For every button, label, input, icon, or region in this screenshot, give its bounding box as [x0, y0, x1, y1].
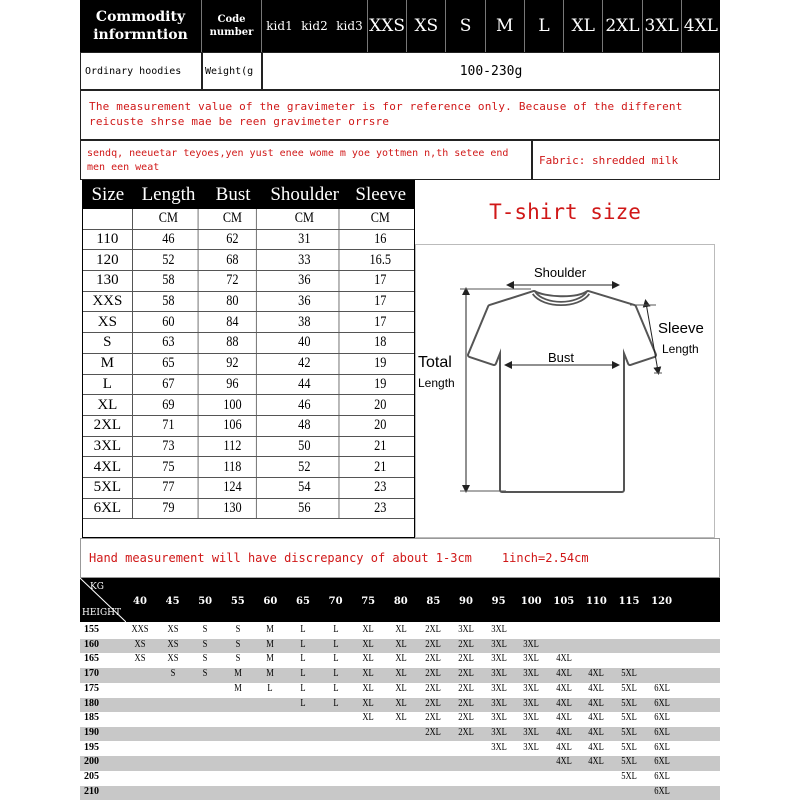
- size-cell: 5XL: [621, 668, 637, 680]
- size-cell: 2XL: [425, 697, 442, 709]
- table-cell: 46: [139, 230, 198, 250]
- size-cell: 2XL: [425, 653, 442, 665]
- size-cell: 2XL: [458, 682, 474, 694]
- size-cell: 4XL: [556, 712, 572, 724]
- table-cell: 130: [83, 271, 133, 291]
- size-cell: L: [300, 638, 306, 650]
- table-cell: 52: [139, 250, 198, 270]
- size-cell: XL: [395, 653, 407, 665]
- size-cell: 3XL: [458, 624, 474, 635]
- header-sleeve: Sleeve: [355, 184, 407, 205]
- units-row: [83, 209, 414, 230]
- table-row: [83, 333, 414, 354]
- size-cell: XXS: [131, 624, 149, 635]
- total-label: Total: [418, 354, 452, 371]
- size-cell: 4XL: [588, 726, 605, 738]
- table-cell: 56: [270, 499, 340, 519]
- size-cell: 2XL: [425, 712, 442, 724]
- shoulder-label: Shoulder: [534, 265, 587, 280]
- table-row: [83, 395, 414, 416]
- height-cell: 160: [84, 638, 99, 650]
- size-cell: XS: [167, 653, 179, 665]
- table-row: [80, 668, 720, 683]
- size-label: 4XL: [683, 16, 718, 36]
- size-cell: L: [300, 624, 306, 635]
- table-cell: 72: [209, 271, 256, 291]
- table-row: [80, 712, 720, 727]
- height-cell: 170: [84, 668, 99, 680]
- size-cell: M: [234, 682, 242, 694]
- table-cell: 19: [374, 355, 387, 372]
- table-cell: 21: [374, 437, 387, 454]
- size-cell: XL: [362, 668, 374, 680]
- weight-col-label: 115: [618, 596, 640, 607]
- table-cell: 120: [83, 250, 133, 270]
- table-cell: 58: [139, 271, 198, 291]
- size-cell: L: [332, 653, 339, 665]
- size-cell: 2XL: [458, 668, 474, 680]
- table-cell: 112: [209, 437, 256, 457]
- table-row: [80, 698, 720, 713]
- size-cell: 3XL: [490, 638, 507, 650]
- table-cell: 52: [270, 457, 340, 477]
- table-cell: XL: [83, 395, 133, 415]
- table-row: [83, 457, 414, 478]
- size-cell: 3XL: [490, 624, 507, 635]
- size-cell: XL: [395, 624, 407, 635]
- header-shoulder: Shoulder: [270, 184, 339, 205]
- size-cell: 4XL: [556, 682, 572, 694]
- size-cell: 5XL: [621, 771, 637, 782]
- size-cell: 2XL: [458, 697, 474, 709]
- size-cell: 6XL: [653, 756, 670, 768]
- size-cell: XL: [395, 638, 407, 650]
- height-label: HEIGHT: [82, 608, 122, 618]
- table-cell: 67: [139, 375, 198, 395]
- table-row: [80, 742, 720, 757]
- height-cell: 165: [84, 653, 99, 665]
- size-cell: 3XL: [490, 712, 507, 724]
- height-cell: 200: [84, 756, 99, 768]
- table-cell: 4XL: [83, 457, 133, 477]
- misc-note: sendq, neeuetar teyoes,yen yust enee wome m yoe yottmen n,th setee end men een weat: [80, 140, 532, 180]
- size-cell: 3XL: [490, 726, 507, 738]
- size-cell: XL: [395, 682, 407, 694]
- kid-size-label: kid1: [266, 19, 293, 33]
- size-cell: L: [332, 624, 339, 635]
- table-cell: 106: [209, 416, 256, 436]
- table-cell: 73: [139, 437, 198, 457]
- size-cell: 2XL: [425, 638, 442, 650]
- kg-label: KG: [90, 582, 104, 592]
- table-cell: 20: [374, 396, 387, 413]
- size-chart-header: [83, 181, 414, 209]
- table-cell: 96: [209, 375, 256, 395]
- size-cell: 3XL: [523, 697, 539, 709]
- table-cell: 17: [374, 272, 387, 289]
- size-cell: L: [300, 697, 306, 709]
- table-row: [80, 683, 720, 698]
- height-cell: 205: [84, 771, 99, 782]
- size-cell: 4XL: [588, 697, 605, 709]
- size-cell: 2XL: [458, 712, 474, 724]
- table-cell: 60: [139, 312, 198, 332]
- size-cell: 4XL: [556, 668, 572, 680]
- weight-col-label: 105: [553, 596, 575, 607]
- size-cell: 2XL: [458, 726, 474, 738]
- size-cell: 5XL: [621, 756, 637, 768]
- weight-col-label: 110: [585, 596, 607, 607]
- sleeve-length-label: Length: [662, 342, 699, 356]
- size-cell: 5XL: [621, 682, 637, 694]
- unit-cell: CM: [371, 210, 391, 227]
- table-cell: 50: [270, 437, 340, 457]
- weight-col-label: 90: [459, 596, 473, 607]
- size-cell: M: [266, 624, 275, 635]
- size-cell: 5XL: [621, 726, 637, 738]
- size-cell: 3XL: [523, 682, 539, 694]
- size-cell: XL: [362, 624, 374, 635]
- size-cell: L: [332, 638, 339, 650]
- table-cell: S: [83, 333, 133, 353]
- table-cell: 44: [270, 375, 340, 395]
- height-cell: 210: [84, 785, 99, 797]
- size-cell: L: [332, 697, 339, 709]
- size-label: S: [446, 0, 485, 52]
- size-cell: 4XL: [556, 741, 572, 753]
- table-cell: 6XL: [83, 499, 133, 519]
- tshirt-size-title: T-shirt size: [489, 200, 641, 224]
- height-cell: 155: [84, 624, 99, 635]
- unit-cell: CM: [209, 209, 256, 229]
- table-cell: 110: [83, 230, 133, 250]
- table-row: [83, 416, 414, 437]
- size-cell: 5XL: [621, 741, 637, 753]
- table-cell: L: [83, 375, 133, 395]
- table-cell: 65: [139, 354, 198, 374]
- height-cell: 190: [84, 726, 99, 738]
- table-row: [83, 437, 414, 458]
- table-cell: 17: [374, 293, 387, 310]
- height-cell: 195: [84, 741, 99, 753]
- weight-col-label: 75: [361, 596, 376, 607]
- weight-col-label: 45: [165, 596, 180, 607]
- size-cell: L: [332, 682, 339, 694]
- weight-col-label: 40: [133, 596, 147, 607]
- table-cell: 18: [374, 334, 387, 351]
- size-cell: 6XL: [653, 682, 670, 694]
- gravimeter-note: The measurement value of the gravimeter is for reference only. Because of the different reicuste shrse mae be reen gravimeter orrsre: [80, 90, 720, 140]
- size-cell: 4XL: [556, 697, 572, 709]
- size-cell: S: [202, 653, 208, 665]
- size-cell: 2XL: [425, 668, 442, 680]
- size-chart-table: [82, 180, 415, 538]
- weight-header: [80, 578, 720, 622]
- unit-cell: [83, 209, 133, 229]
- header-size: Size: [91, 184, 125, 205]
- weight-col-label: 65: [296, 596, 310, 607]
- table-row: [80, 756, 720, 771]
- weight-value: 100-230g: [262, 52, 720, 90]
- table-cell: 77: [139, 478, 198, 498]
- size-cell: XS: [167, 638, 179, 650]
- size-cell: XL: [362, 697, 374, 709]
- size-label: M: [486, 0, 525, 52]
- size-label: XXS: [368, 0, 407, 52]
- table-row: [83, 230, 414, 251]
- size-cell: 4XL: [588, 682, 605, 694]
- weight-label: Weight(g: [202, 52, 262, 90]
- table-row: [80, 786, 720, 800]
- size-cell: 4XL: [556, 653, 572, 665]
- size-cell: S: [202, 624, 208, 635]
- size-cell: M: [266, 668, 275, 680]
- size-cell: L: [300, 682, 306, 694]
- table-row: [83, 250, 414, 271]
- size-cell: 4XL: [588, 712, 605, 724]
- size-cell: S: [202, 668, 208, 680]
- size-cell: XL: [362, 653, 374, 665]
- size-label: 2XL: [603, 0, 642, 52]
- table-cell: 16.5: [369, 251, 392, 268]
- size-cell: 3XL: [523, 668, 539, 680]
- unit-cell: CM: [270, 209, 340, 229]
- size-cell: 4XL: [588, 741, 605, 753]
- size-cell: 3XL: [490, 741, 507, 753]
- total-length-label: Length: [418, 376, 455, 390]
- table-row: [80, 727, 720, 742]
- size-cell: 6XL: [653, 785, 670, 797]
- table-row: [80, 653, 720, 668]
- table-cell: 92: [209, 354, 256, 374]
- size-cell: 2XL: [425, 726, 442, 738]
- sleeve-label: Sleeve: [658, 320, 704, 337]
- table-row: [83, 312, 414, 333]
- table-cell: 17: [374, 313, 387, 330]
- weight-col-label: 60: [263, 596, 278, 607]
- size-cell: S: [170, 668, 175, 680]
- weight-col-label: 55: [230, 596, 245, 607]
- tshirt-measure-diagram: [416, 245, 716, 539]
- table-cell: 46: [270, 395, 340, 415]
- table-cell: XXS: [83, 292, 133, 312]
- weight-col-label: 80: [393, 596, 408, 607]
- table-row: [80, 771, 720, 786]
- table-cell: 80: [209, 292, 256, 312]
- size-cell: 5XL: [621, 712, 637, 724]
- table-cell: M: [83, 354, 133, 374]
- table-cell: 40: [270, 333, 340, 353]
- header-length: Length: [141, 184, 196, 205]
- size-cell: L: [267, 682, 273, 694]
- size-cell: 4XL: [588, 756, 605, 768]
- kid-size-label: kid3: [336, 19, 363, 33]
- table-row: [83, 478, 414, 499]
- size-cell: 6XL: [653, 726, 670, 738]
- size-cell: 3XL: [523, 653, 539, 665]
- size-label: XL: [564, 0, 603, 52]
- size-cell: S: [235, 653, 241, 665]
- discrepancy-text: Hand measurement will have discrepancy of about 1-3cm: [89, 551, 472, 565]
- size-label: XS: [407, 0, 446, 52]
- size-cell: 3XL: [490, 697, 507, 709]
- table-cell: 62: [209, 230, 256, 250]
- table-cell: 69: [139, 395, 198, 415]
- table-cell: 75: [139, 457, 198, 477]
- weight-col-label: 85: [426, 596, 441, 607]
- table-cell: 3XL: [83, 437, 133, 457]
- table-cell: 31: [270, 230, 340, 250]
- height-cell: 185: [84, 712, 99, 724]
- size-cell: XL: [395, 712, 407, 724]
- size-cell: 5XL: [621, 697, 637, 709]
- size-cell: 2XL: [458, 653, 474, 665]
- size-cell: XL: [395, 668, 407, 680]
- size-cell: 6XL: [653, 741, 670, 753]
- table-cell: 130: [209, 499, 256, 519]
- inch-conversion: 1inch=2.54cm: [501, 551, 589, 565]
- table-row: [80, 624, 720, 639]
- height-cell: 180: [84, 697, 99, 709]
- size-cell: 4XL: [556, 726, 572, 738]
- table-row: [83, 271, 414, 292]
- table-cell: 38: [270, 312, 340, 332]
- size-cell: 3XL: [490, 682, 507, 694]
- size-cell: XL: [362, 682, 374, 694]
- table-cell: 58: [139, 292, 198, 312]
- table-row: [80, 639, 720, 654]
- table-cell: 88: [209, 333, 256, 353]
- weight-height-table: [80, 578, 720, 800]
- size-cell: M: [266, 653, 275, 665]
- tshirt-diagram: [415, 244, 715, 538]
- table-cell: 63: [139, 333, 198, 353]
- table-cell: 100: [209, 395, 256, 415]
- size-cell: XS: [134, 653, 146, 665]
- table-cell: 36: [270, 292, 340, 312]
- table-cell: 20: [374, 417, 387, 434]
- size-cell: S: [202, 638, 208, 650]
- fabric-info: Fabric: shredded milk: [532, 140, 720, 180]
- commodity-info-label: Commodity informntion: [80, 0, 202, 52]
- table-row: [83, 499, 414, 520]
- weight-col-label: 120: [651, 596, 673, 607]
- height-cell: 175: [84, 682, 99, 694]
- weight-col-label: 95: [491, 596, 506, 607]
- size-cell: 3XL: [523, 741, 539, 753]
- table-cell: XS: [83, 312, 133, 332]
- size-cell: 4XL: [556, 756, 572, 768]
- size-cell: S: [235, 624, 241, 635]
- size-cell: XS: [167, 624, 179, 635]
- table-row: [83, 375, 414, 396]
- product-name: Ordinary hoodies: [80, 52, 202, 90]
- size-cell: 2XL: [425, 624, 442, 635]
- table-cell: 21: [374, 458, 387, 475]
- size-cell: L: [300, 668, 306, 680]
- table-cell: 71: [139, 416, 198, 436]
- size-label: 3XL: [643, 0, 682, 52]
- size-cell: 2XL: [458, 638, 474, 650]
- table-cell: 19: [374, 375, 387, 392]
- kid-size-label: kid2: [301, 19, 328, 33]
- table-cell: 42: [270, 354, 340, 374]
- table-cell: 16: [374, 231, 387, 248]
- table-cell: 48: [270, 416, 340, 436]
- tshirt-outline-inner: [470, 293, 654, 490]
- size-cell: XL: [395, 697, 407, 709]
- size-cell: XS: [134, 638, 146, 650]
- size-cell: 6XL: [653, 697, 670, 709]
- unit-cell: CM: [139, 209, 198, 229]
- table-row: [83, 354, 414, 375]
- size-cell: 6XL: [653, 771, 670, 782]
- size-cell: 6XL: [653, 712, 670, 724]
- table-cell: 79: [139, 499, 198, 519]
- table-cell: 23: [374, 499, 387, 516]
- header-bust: Bust: [215, 184, 251, 205]
- size-cell: XL: [362, 712, 374, 724]
- table-cell: 124: [209, 478, 256, 498]
- table-cell: 84: [209, 312, 256, 332]
- size-cell: XL: [362, 638, 374, 650]
- size-cell: M: [266, 638, 275, 650]
- weight-col-label: 50: [198, 596, 213, 607]
- table-row: [83, 292, 414, 313]
- size-cell: L: [300, 653, 306, 665]
- size-chart-body: [83, 209, 414, 519]
- bust-label: Bust: [548, 350, 575, 365]
- table-cell: 36: [270, 271, 340, 291]
- size-cell: 3XL: [490, 668, 507, 680]
- table-cell: 23: [374, 479, 387, 496]
- size-cell: M: [234, 668, 242, 680]
- kid-sizes: [262, 0, 368, 52]
- size-cell: 3XL: [523, 638, 539, 650]
- code-number-label: Code number: [202, 0, 262, 52]
- table-cell: 33: [270, 250, 340, 270]
- size-cell: L: [332, 668, 339, 680]
- size-label: L: [525, 0, 564, 52]
- size-cell: 2XL: [425, 682, 442, 694]
- table-cell: 118: [209, 457, 256, 477]
- table-cell: 5XL: [83, 478, 133, 498]
- weight-col-label: 70: [328, 596, 343, 607]
- table-cell: 54: [270, 478, 340, 498]
- size-cell: S: [235, 638, 241, 650]
- size-cell: 3XL: [490, 653, 507, 665]
- size-cell: 3XL: [523, 712, 539, 724]
- table-cell: 2XL: [83, 416, 133, 436]
- weight-col-label: 100: [520, 596, 542, 607]
- size-header-bar: [80, 0, 720, 52]
- size-cell: 4XL: [588, 668, 605, 680]
- size-cell: 3XL: [523, 726, 539, 738]
- hand-measurement-note: [80, 538, 720, 578]
- table-cell: 68: [209, 250, 256, 270]
